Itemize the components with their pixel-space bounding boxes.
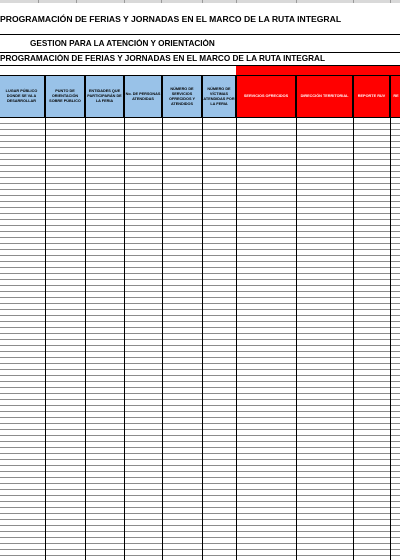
column-border [236, 75, 237, 560]
column-border [124, 75, 125, 560]
column-header-reporte[interactable]: REPORTE RUV [353, 75, 390, 118]
column-divider [38, 0, 39, 3]
column-divider [353, 0, 354, 3]
column-header-entidades[interactable]: ENTIDADES QUE PARTICIPARÁN DE LA FERIA [85, 75, 124, 118]
column-divider [76, 0, 77, 3]
column-border [202, 75, 203, 560]
column-header-victimas[interactable]: NÚMERO DE VÍCTIMAS ATENDIDAS POR LA FERIA [202, 75, 236, 118]
column-border [85, 75, 86, 560]
column-header-direccion[interactable]: DIRECCIÓN TERRITORIAL [296, 75, 353, 118]
column-header-servicios[interactable]: SERVICIOS OFRECIDOS [236, 75, 296, 118]
sheet-title-repeat[interactable]: PROGRAMACIÓN DE FERIAS Y JORNADAS EN EL MARCO DE LA RUTA INTEGRAL [0, 54, 325, 63]
column-header-lugar[interactable]: LUGAR PÚBLICO DONDE SE VA A DESARROLLAR [0, 75, 45, 118]
data-rows[interactable] [0, 118, 400, 560]
column-divider [236, 0, 237, 3]
column-divider [296, 0, 297, 3]
column-border [45, 75, 46, 560]
column-divider [124, 0, 125, 3]
column-divider [390, 0, 391, 3]
row-border [0, 34, 400, 35]
column-header-personas[interactable]: No. DE PERSONAS ATENDIDAS [124, 75, 162, 118]
sheet-subtitle[interactable]: GESTION PARA LA ATENCIÓN Y ORIENTACIÓN [30, 39, 215, 48]
column-header-punto[interactable]: PUNTO DE ORIENTACIÓN SOBRE PÚBLICO [45, 75, 85, 118]
column-header-partial[interactable]: RE [390, 75, 400, 118]
column-border [390, 75, 391, 560]
sheet-title[interactable]: PROGRAMACIÓN DE FERIAS Y JORNADAS EN EL MARCO DE LA RUTA INTEGRAL [0, 14, 342, 24]
column-border [353, 75, 354, 560]
column-border [162, 75, 163, 560]
column-header-strip [0, 0, 400, 3]
column-divider [161, 0, 162, 3]
row-border [0, 52, 400, 53]
column-header-servicios-num[interactable]: NÚMERO DE SERVICIOS OFRECIDOS Y ATENDIDOS [162, 75, 202, 118]
column-divider [202, 0, 203, 3]
column-border [296, 75, 297, 560]
red-header-band [236, 66, 400, 75]
